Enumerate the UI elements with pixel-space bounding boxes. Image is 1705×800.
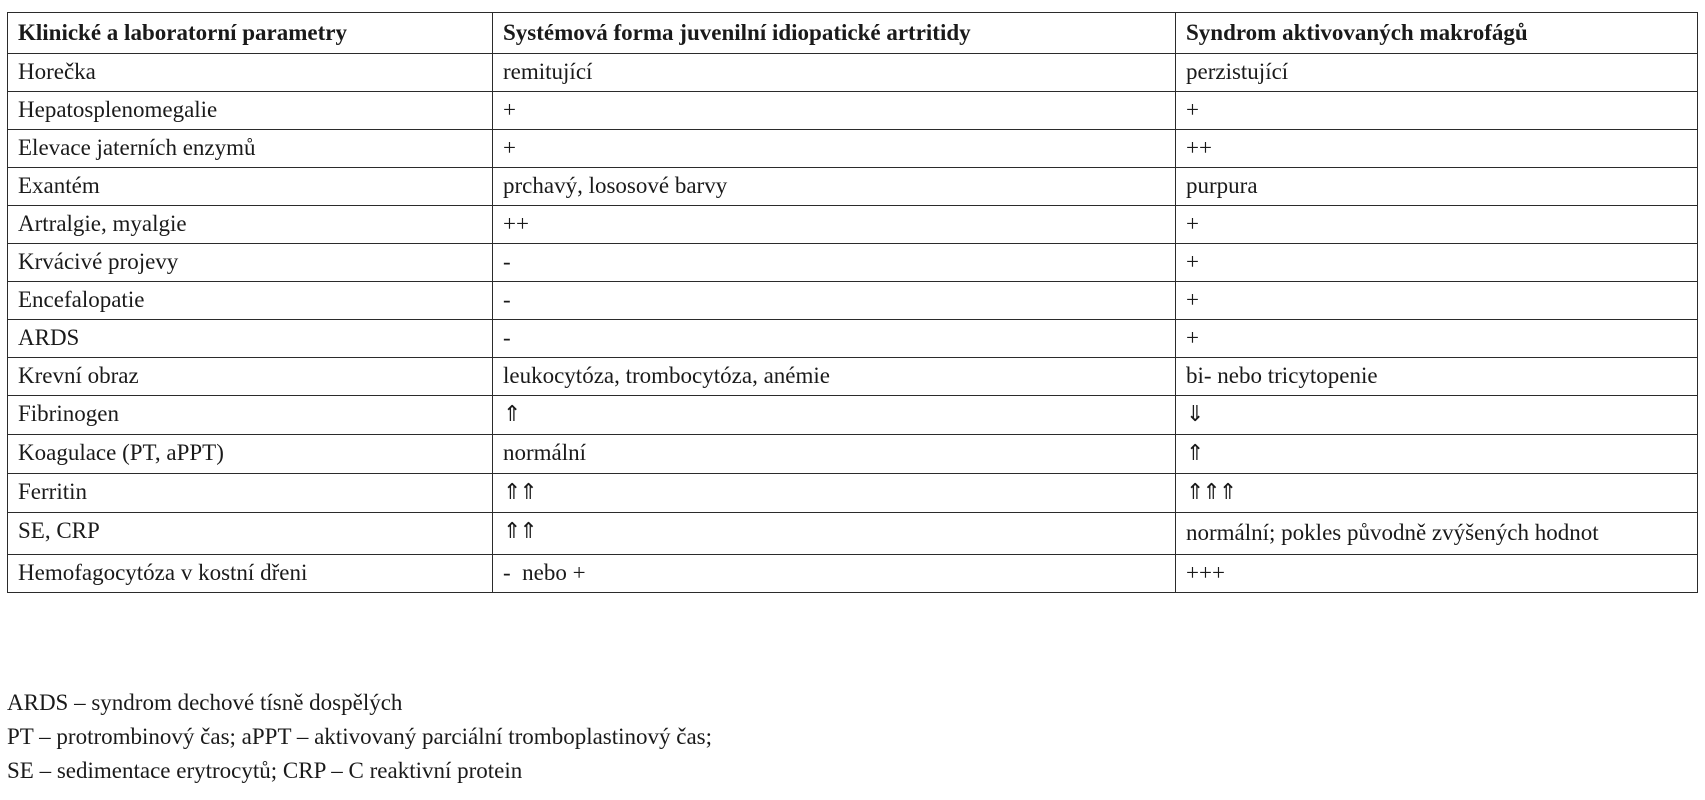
header-sjia: Systémová forma juvenilní idiopatické artritidy: [493, 13, 1176, 54]
sjia-cell: [493, 396, 1176, 435]
sjia-cell: normální: [493, 435, 1176, 474]
mas-cell: [1176, 435, 1698, 474]
header-parameters: Klinické a laboratorní parametry: [8, 13, 493, 54]
mas-cell: [1176, 474, 1698, 513]
table-row: [8, 168, 1698, 206]
arrow-up-icon: ⇑: [503, 402, 520, 427]
sjia-cell: leukocytóza, trombocytóza, anémie: [493, 358, 1176, 396]
sjia-cell: [493, 474, 1176, 513]
table-row: [8, 206, 1698, 244]
parameter-cell: SE, CRP: [8, 513, 493, 555]
parameter-cell: Koagulace (PT, aPPT): [8, 435, 493, 474]
mas-cell: +: [1176, 282, 1698, 320]
table-row: [8, 396, 1698, 435]
parameter-cell: Encefalopatie: [8, 282, 493, 320]
parameter-cell: ARDS: [8, 320, 493, 358]
header-mas: Syndrom aktivovaných makrofágů: [1176, 13, 1698, 54]
sjia-cell: prchavý, lososové barvy: [493, 168, 1176, 206]
sjia-cell: - nebo +: [493, 555, 1176, 593]
table-footnotes: [7, 686, 712, 788]
sjia-cell: remitující: [493, 54, 1176, 92]
mas-cell: normální; pokles původně zvýšených hodnot: [1176, 513, 1698, 555]
table-row: [8, 54, 1698, 92]
mas-cell: +++: [1176, 555, 1698, 593]
comparison-table: [7, 12, 1698, 593]
table-row: [8, 244, 1698, 282]
table-row: [8, 320, 1698, 358]
parameter-cell: Exantém: [8, 168, 493, 206]
table-row: [8, 474, 1698, 513]
footnote-ards: ARDS – syndrom dechové tísně dospělých: [7, 690, 403, 715]
parameter-cell: Elevace jaterních enzymů: [8, 130, 493, 168]
parameter-cell: Hepatosplenomegalie: [8, 92, 493, 130]
sjia-cell: +: [493, 92, 1176, 130]
table-row: [8, 555, 1698, 593]
parameter-cell: Artralgie, myalgie: [8, 206, 493, 244]
sjia-cell: -: [493, 320, 1176, 358]
parameter-cell: Hemofagocytóza v kostní dřeni: [8, 555, 493, 593]
mas-cell: bi- nebo tricytopenie: [1176, 358, 1698, 396]
parameter-cell: Ferritin: [8, 474, 493, 513]
table-row: [8, 282, 1698, 320]
triple-arrow-up-icon: ⇑⇑⇑: [1186, 480, 1236, 505]
sjia-cell: -: [493, 244, 1176, 282]
sjia-cell: ++: [493, 206, 1176, 244]
mas-cell: ++: [1176, 130, 1698, 168]
arrow-down-icon: ⇓: [1186, 402, 1203, 427]
double-arrow-up-icon: ⇑⇑: [503, 480, 536, 505]
comparison-table-container: [7, 12, 1698, 593]
mas-cell: +: [1176, 320, 1698, 358]
mas-cell: perzistující: [1176, 54, 1698, 92]
parameter-cell: Krevní obraz: [8, 358, 493, 396]
table-row: [8, 513, 1698, 555]
mas-cell: +: [1176, 244, 1698, 282]
parameter-cell: Horečka: [8, 54, 493, 92]
footnote-se-crp: SE – sedimentace erytrocytů; CRP – C reaktivní protein: [7, 758, 523, 783]
table-row: [8, 92, 1698, 130]
sjia-cell: +: [493, 130, 1176, 168]
table-header-row: [8, 13, 1698, 54]
mas-cell: [1176, 396, 1698, 435]
table-row: [8, 358, 1698, 396]
sjia-cell: [493, 513, 1176, 555]
mas-cell: +: [1176, 92, 1698, 130]
sjia-cell: -: [493, 282, 1176, 320]
parameter-cell: Krvácivé projevy: [8, 244, 493, 282]
arrow-up-icon: ⇑: [1186, 441, 1203, 466]
mas-cell: +: [1176, 206, 1698, 244]
footnote-pt-appt: PT – protrombinový čas; aPPT – aktivovaný parciální tromboplastinový čas;: [7, 724, 713, 749]
mas-cell: purpura: [1176, 168, 1698, 206]
table-row: [8, 435, 1698, 474]
double-arrow-up-icon: ⇑⇑: [503, 519, 536, 544]
parameter-cell: Fibrinogen: [8, 396, 493, 435]
table-row: [8, 130, 1698, 168]
